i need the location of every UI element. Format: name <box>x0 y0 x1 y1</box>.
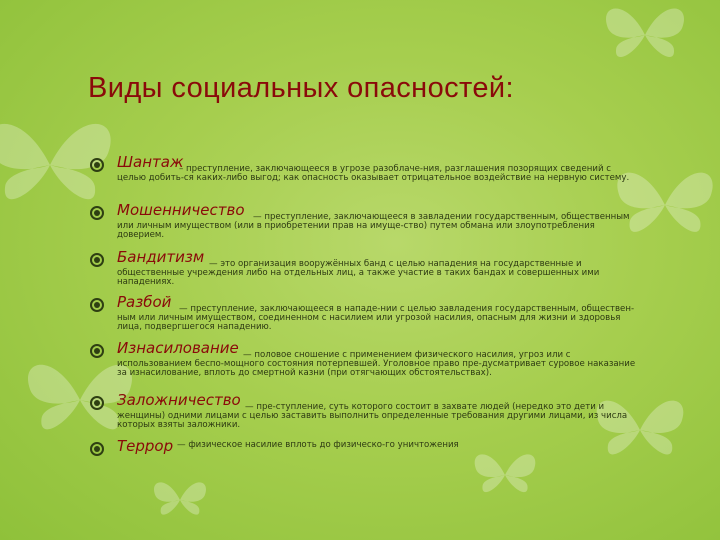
list-item-robbery <box>90 293 638 337</box>
term-label: Бандитизм <box>117 248 205 266</box>
list-item-blackmail <box>90 153 638 197</box>
term-definition: — это организация вооружённых банд с целью нападения на государственные и общественные учреждения либо на отдельных лиц, а также участие в таких бандах и совершенных ими нападениях. <box>117 259 600 288</box>
list-item-terror <box>90 437 638 457</box>
term-definition: – преступление, заключающееся в угрозе разоблаче-ния, разглашения позорящих сведений с целью добить-ся каких-либо выгод; как опасность оказывает отрицательное воздействие на нервную систему. <box>117 164 630 184</box>
slide-title: Виды социальных опасностей: <box>88 72 514 104</box>
list-item-rape <box>90 339 638 387</box>
target-bullet-icon <box>90 206 104 220</box>
term-label: Мошенничество <box>117 201 245 219</box>
term-definition: — пре-ступление, суть которого состоит в захвате людей (нередко это дети и женщины) одними лицами с целью заставить выполнить определенные требования другими лицами, из числа которых взяты заложники. <box>117 402 628 431</box>
term-label: Разбой <box>117 293 172 311</box>
target-bullet-icon <box>90 253 104 267</box>
term-label: Заложничество <box>117 391 241 409</box>
term-definition: — физическое насилие вплоть до физическо-го уничтожения <box>177 440 459 450</box>
target-bullet-icon <box>90 298 104 312</box>
list-item-hostage-taking <box>90 391 638 435</box>
term-label: Шантаж <box>117 153 184 171</box>
list-item-fraud <box>90 201 638 241</box>
term-label: Террор <box>117 437 174 455</box>
target-bullet-icon <box>90 344 104 358</box>
target-bullet-icon <box>90 396 104 410</box>
target-bullet-icon <box>90 158 104 172</box>
term-definition: — половое сношение с применением физического насилия, угроз или с использованием беспо-мощного состояния потерпевшей. Уголовное право пре-дусматривает суровое наказание за изнасилование, вплоть до смертной казни (при отягчающих обстоятельствах). <box>117 350 636 379</box>
term-label: Изнасилование <box>117 339 239 357</box>
butterfly-icon <box>600 0 690 80</box>
term-definition: — преступление, заключающееся в завладении государственным, общественным или личным имуществом (или в приобретении прав на имуще-ство) путем обмана или злоупотребления доверием. <box>117 212 630 241</box>
target-bullet-icon <box>90 442 104 456</box>
butterfly-icon <box>150 470 210 530</box>
list-item-banditry <box>90 248 638 288</box>
term-definition: — преступление, заключающееся в нападе-нии с целью завладения государственным, обществен-ным или личным имуществом, соединенном с насилием или угрозой насилия, опасным для жизни и здоровья лица, подвергшегося нападению. <box>117 304 635 333</box>
